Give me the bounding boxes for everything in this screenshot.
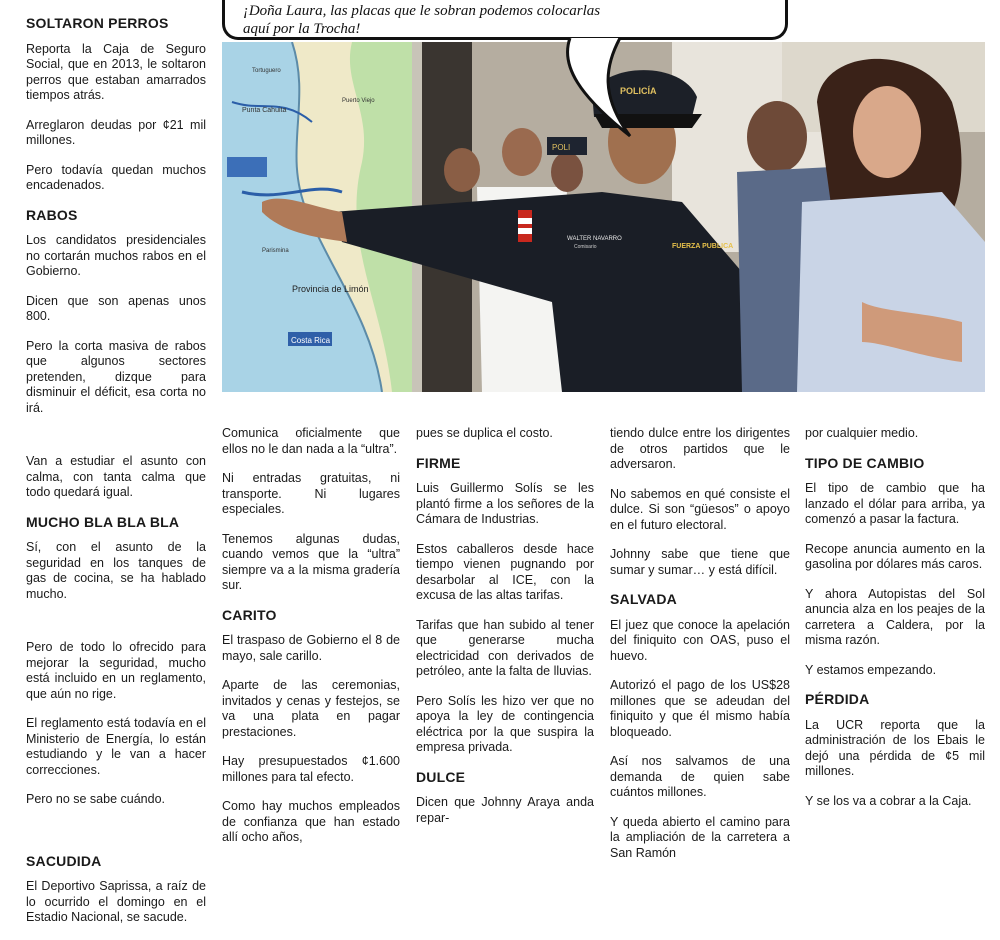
paragraph: Sí, con el asunto de la seguridad en los tanques de gas de cocina, se ha hablado mucho. — [26, 540, 206, 601]
paragraph: Recope anuncia aumento en la gasolina por dólares más caros. — [805, 541, 985, 571]
woman-face — [853, 86, 921, 178]
paragraph: La UCR reporta que la administración de los Ebais le dejó una pérdida de ¢5 mil millones. — [805, 717, 985, 778]
paragraph: El juez que conoce la apelación del finiquito con OAS, puso el huevo. — [610, 617, 790, 663]
paragraph: Arreglaron deudas por ¢21 mil millones. — [26, 117, 206, 147]
speech-bubble — [222, 0, 788, 40]
section-heading: SACUDIDA — [26, 852, 102, 869]
person-background-head — [502, 128, 542, 176]
section-heading: RABOS — [26, 206, 78, 223]
paragraph: Pero todavía quedan muchos encadenados. — [26, 162, 206, 192]
paragraph: Aparte de las ceremonias, invitados y cenas y festejos, se va una plata en pagar prestaciones. — [222, 678, 400, 739]
map-label: Tortuguero — [252, 68, 281, 74]
name-tag: WALTER NAVARRO — [567, 236, 622, 242]
section-heading: DULCE — [416, 768, 466, 785]
paragraph: tiendo dulce entre los dirigentes de otros partidos que le adversaron. — [610, 426, 790, 471]
paragraph: Pero no se sabe cuándo. — [26, 792, 165, 806]
paragraph: El Deportivo Saprissa, a raíz de lo ocurrido el domingo en el Estadio Nacional, se sacude. — [26, 879, 206, 924]
paragraph: Comunica oficialmente que ellos no le dan nada a la “ultra”. — [222, 426, 400, 456]
speech-bubble-line: aquí por la Trocha! — [243, 21, 361, 37]
sleeve-label: FUERZA PUBLICA — [672, 243, 734, 250]
paragraph: Pero de todo lo ofrecido para mejorar la seguridad, mucho está incluido en un reglamento, que aún no rige. — [26, 640, 206, 701]
paragraph: Dicen que Johnny Araya anda repar- — [416, 795, 594, 825]
speech-bubble-text — [243, 2, 767, 38]
section-heading: SOLTARON PERROS — [26, 15, 169, 31]
cap-label: POLI — [552, 143, 571, 152]
paragraph: Pero Solís les hizo ver que no apoya la ley de contingencia eléctrica por la que suspira la empresa privada. — [416, 693, 594, 754]
column-1 — [26, 8, 206, 940]
paragraph: El traspaso de Gobierno el 8 de mayo, sale carillo. — [222, 633, 400, 663]
map-label: Puerto Viejo — [342, 98, 375, 104]
section-heading: FIRME — [416, 454, 461, 471]
map-label: Punta Cahuita — [242, 107, 287, 114]
paragraph: Y queda abierto el camino para la ampliación de la carretera a San Ramón — [610, 814, 790, 860]
paragraph: Los candidatos presidenciales no cortarán muchos rabos en el Gobierno. — [26, 233, 206, 278]
paragraph: Estos caballeros desde hace tiempo vienen pugnando por desarbolar al ICE, con la excusa de las altas tarifas. — [416, 541, 594, 602]
paragraph: Ni entradas gratuitas, ni transporte. Ni lugares especiales. — [222, 471, 400, 516]
paragraph: Autorizó el pago de los US$28 millones que se adeudan del finiquito y que él mismo había bloqueado. — [610, 678, 790, 739]
map-label: Costa Rica — [291, 336, 331, 345]
paragraph: Tarifas que han subido al tener que generarse mucha electricidad con derivados de petróleo, ante la falta de lluvias. — [416, 617, 594, 678]
person-background-head — [444, 148, 480, 192]
paragraph: Pero la corta masiva de rabos que algunos sectores pretenden, dizque para disminuir el déficit, esa corta no irá. — [26, 338, 206, 415]
paragraph: No sabemos en qué consiste el dulce. Si son “güesos” o apoyo en el futuro electoral. — [610, 486, 790, 532]
map-label: Provincia de Limón — [292, 284, 369, 294]
paragraph: Reporta la Caja de Seguro Social, que en 2013, le soltaron perros que estaban amarrados tiempos atrás. — [26, 41, 206, 102]
name-tag-sub: Comisario — [574, 244, 597, 250]
paragraph: Dicen que son apenas unos 800. — [26, 293, 206, 323]
section-heading: MUCHO BLA BLA BLA — [26, 513, 180, 530]
paragraph: Johnny sabe que tiene que sumar y sumar… y está difícil. — [610, 547, 790, 577]
column-4 — [610, 426, 790, 875]
paragraph: Así nos salvamos de una demanda de quien sabe cuántos millones. — [610, 754, 790, 799]
paragraph: El reglamento está todavía en el Ministerio de Energía, lo están estudiando y le van a hacer correcciones. — [26, 716, 206, 777]
map-label: Parismina — [262, 248, 289, 254]
column-5 — [805, 426, 985, 823]
person-bald-head — [747, 101, 807, 173]
paragraph: Van a estudiar el asunto con calma, con tanta calma que todo quedará igual. — [26, 454, 206, 499]
paragraph: El tipo de cambio que ha lanzado el dólar para arriba, ya comenzó a pasar la factura. — [805, 481, 985, 526]
column-2 — [222, 426, 400, 860]
speech-bubble-line: ¡Doña Laura, las placas que le sobran podemos colocarlas — [243, 3, 601, 19]
cap-label: POLICÍA — [620, 86, 657, 96]
section-heading: CARITO — [222, 606, 277, 623]
column-3 — [416, 426, 594, 840]
woman-blouse — [797, 192, 985, 392]
paragraph: por cualquier medio. — [805, 426, 919, 440]
section-heading: TIPO DE CAMBIO — [805, 454, 925, 471]
paragraph: Luis Guillermo Solís se les plantó firme a los señores de la Cámara de Industrias. — [416, 481, 594, 526]
section-heading: PÉRDIDA — [805, 691, 870, 707]
paragraph: Como hay muchos empleados de confianza que han estado allí ocho años, — [222, 799, 400, 844]
paragraph: pues se duplica el costo. — [416, 426, 553, 440]
paragraph: Y estamos empezando. — [805, 662, 937, 677]
speech-bubble-tail — [560, 36, 650, 146]
paragraph: Tenemos algunas dudas, cuando vemos que la “ultra” siempre va a la misma gradería sur. — [222, 531, 400, 592]
paragraph: Y se los va a cobrar a la Caja. — [805, 793, 972, 808]
paragraph: Y ahora Autopistas del Sol anuncia alza en los peajes de la carretera a Caldera, por la misma razón. — [805, 586, 985, 647]
section-heading: SALVADA — [610, 591, 677, 607]
paragraph: Hay presupuestados ¢1.600 millones para tal efecto. — [222, 754, 400, 784]
